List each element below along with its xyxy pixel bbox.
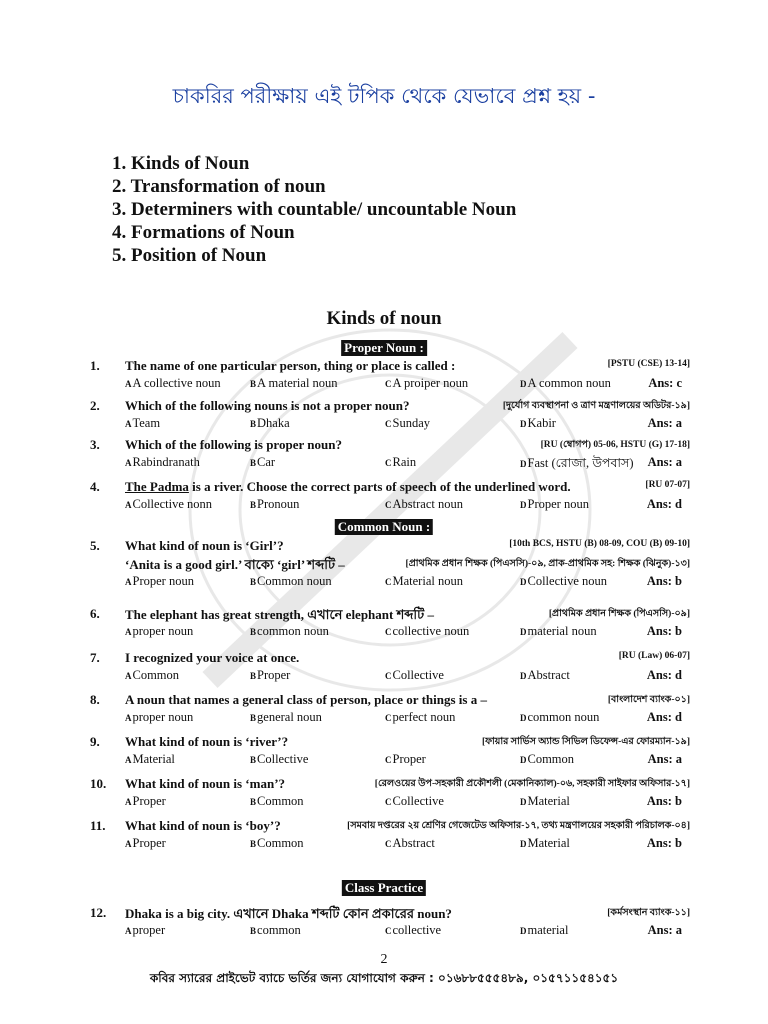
question-source: [বাংলাদেশ ব্যাংক-০১] (607, 695, 690, 705)
section-title: Kinds of noun (326, 308, 442, 329)
question-item (90, 905, 690, 941)
question-number: 3. (90, 437, 100, 452)
question-source: [ফায়ার সার্ভিস অ্যান্ড সিভিল ডিফেন্স-এর ফোরম্যান-১৯] (481, 737, 690, 747)
option-1: BCommon noun (250, 574, 332, 588)
question-number: 12. (90, 905, 107, 920)
underlined-word: The Padma (125, 479, 189, 494)
option-1: BCommon (250, 836, 304, 850)
topic-item: 3. Determiners with countable/ uncountable Noun (112, 199, 517, 220)
option-0: ACommon (125, 668, 180, 682)
option-1: Bcommon (250, 923, 301, 937)
option-1: BProper (250, 668, 291, 682)
option-2: Cperfect noun (385, 710, 456, 724)
answer: Ans: b (646, 794, 682, 808)
question-item (90, 437, 690, 473)
question-text: What kind of noun is ‘boy’? (125, 818, 281, 833)
question-number: 9. (90, 734, 100, 749)
question-source: [কর্মসংস্থান ব্যাংক-১১] (607, 908, 690, 918)
option-2: CA proiper noun (385, 376, 469, 390)
option-0: ACollective nonn (125, 497, 212, 511)
answer: Ans: a (647, 455, 682, 469)
question-number: 10. (90, 776, 107, 791)
option-0: ARabindranath (125, 455, 200, 469)
question-number: 5. (90, 538, 100, 553)
answer: Ans: a (647, 923, 682, 937)
option-0: Aproper (125, 923, 166, 937)
option-3: DMaterial (520, 794, 570, 808)
topic-item: 1. Kinds of Noun (112, 153, 250, 174)
option-2: CAbstract noun (385, 497, 463, 511)
option-3: Dcommon noun (520, 710, 600, 724)
option-1: BCar (250, 455, 276, 469)
option-0: AMaterial (125, 752, 175, 766)
question-source: [RU (Law) 06-07] (618, 651, 690, 661)
question-text: The Padma is a river. Choose the correct parts of speech of the underlined word. (125, 479, 571, 494)
option-2: CCollective (385, 668, 444, 682)
option-1: Bcommon noun (250, 624, 329, 638)
option-3: DKabir (520, 416, 556, 430)
question-number: 11. (90, 818, 106, 833)
question-item (90, 650, 690, 686)
question-number: 8. (90, 692, 100, 707)
page-number: 2 (380, 952, 388, 967)
question-item (90, 479, 690, 515)
option-2: CAbstract (385, 836, 435, 850)
option-1: BCommon (250, 794, 304, 808)
question-text: The elephant has great strength, এখানে elephant শব্দটি – (125, 607, 434, 622)
question-text: The name of one particular person, thing or place is called : (125, 358, 456, 373)
option-1: Bgeneral noun (250, 710, 322, 724)
option-3: Dmaterial noun (520, 624, 597, 638)
answer: Ans: b (646, 624, 682, 638)
footer-contact: কবির স্যারের প্রাইভেট ব্যাচে ভর্তির জন্য যোগাযোগ করুন : ০১৬৮৮৫৫৫৪৮৯, ০১৫৭১১৫৪১৫১ (149, 971, 619, 985)
option-3: DCommon (520, 752, 575, 766)
question-source: [প্রাথমিক প্রধান শিক্ষক (পিএসসি)-০৯, প্রাক-প্রাথমিক সহ: শিক্ষক (ঝিনুক)-১৩] (405, 559, 690, 569)
option-3: DCollective noun (520, 574, 607, 588)
answer: Ans: b (646, 836, 682, 850)
question-number: 6. (90, 606, 100, 621)
option-1: BDhaka (250, 416, 290, 430)
answer: Ans: d (646, 497, 682, 511)
topic-item: 2. Transformation of noun (112, 176, 326, 197)
question-text: A noun that names a general class of person, place or things is a – (125, 692, 487, 707)
class-practice-tag: Class Practice (342, 880, 426, 896)
option-0: AProper (125, 836, 166, 850)
option-2: Ccollective (385, 923, 442, 937)
topic-item: 5. Position of Noun (112, 245, 267, 266)
page-heading: চাকরির পরীক্ষায় এই টপিক থেকে যেভাবে প্রশ্ন হয় - (172, 84, 596, 108)
question-number: 2. (90, 398, 100, 413)
option-3: DFast (রোজা, উপবাস) (520, 456, 634, 470)
question-text: Which of the following is proper noun? (125, 437, 342, 452)
question-subtext: ‘Anita is a good girl.’ বাক্যে ‘girl’ শব্দটি – (125, 557, 345, 572)
question-source: [রেলওয়ের উপ-সহকারী প্রকৌশলী (মেকানিক্যাল)-০৬, সহকারী সাইফার অফিসার-১৭] (374, 779, 690, 789)
question-text: I recognized your voice at once. (125, 650, 300, 665)
option-2: CSunday (385, 416, 430, 430)
option-2: CRain (385, 455, 417, 469)
question-item (90, 398, 690, 434)
topic-list (112, 152, 516, 267)
question-text: What kind of noun is ‘man’? (125, 776, 286, 791)
answer: Ans: a (647, 752, 682, 766)
option-0: ATeam (125, 416, 161, 430)
option-0: Aproper noun (125, 710, 194, 724)
question-item (90, 606, 690, 642)
question-item (90, 734, 690, 770)
option-2: CProper (385, 752, 426, 766)
option-3: DA common noun (520, 376, 611, 390)
topic-item: 4. Formations of Noun (112, 222, 295, 243)
option-2: CCollective (385, 794, 444, 808)
option-1: BA material noun (250, 376, 338, 390)
option-0: AProper (125, 794, 166, 808)
question-item (90, 776, 690, 812)
question-text: Which of the following nouns is not a proper noun? (125, 398, 410, 413)
question-number: 7. (90, 650, 100, 665)
question-source: [PSTU (CSE) 13-14] (607, 359, 690, 369)
option-2: CMaterial noun (385, 574, 463, 588)
question-source: [প্রাথমিক প্রধান শিক্ষক (পিএসসি)-০৯] (548, 609, 690, 619)
question-source: [সমবায় দপ্তরের ২য় শ্রেণির গেজেটেড অফিসার-১৭, তথ্য মন্ত্রণালয়ের সহকারী পরিচালক-০৪] (347, 821, 690, 831)
answer: Ans: b (646, 574, 682, 588)
question-text: What kind of noun is ‘river’? (125, 734, 289, 749)
option-3: DMaterial (520, 836, 570, 850)
option-3: DAbstract (520, 668, 570, 682)
question-item (90, 538, 690, 592)
question-source: [RU (ম্বোগপ) 05-06, HSTU (G) 17-18] (540, 440, 690, 450)
answer: Ans: d (646, 668, 682, 682)
option-2: Ccollective noun (385, 624, 470, 638)
answer: Ans: d (646, 710, 682, 724)
question-source: [10th BCS, HSTU (B) 08-09, COU (B) 09-10] (509, 539, 690, 549)
option-1: BCollective (250, 752, 309, 766)
option-0: AA collective noun (125, 376, 221, 390)
option-3: Dmaterial (520, 923, 569, 937)
question-item (90, 818, 690, 854)
question-source: [দুর্যোগ ব্যবস্থাপনা ও ত্রাণ মন্ত্রণালয়ের অডিটর-১৯] (502, 401, 690, 411)
question-item (90, 692, 690, 728)
option-3: DProper noun (520, 497, 589, 511)
answer: Ans: c (648, 376, 682, 390)
question-source: [RU 07-07] (645, 480, 690, 490)
question-number: 1. (90, 358, 100, 373)
common-noun-tag: Common Noun : (335, 519, 433, 535)
option-0: Aproper noun (125, 624, 194, 638)
answer: Ans: a (647, 416, 682, 430)
question-text: Dhaka is a big city. এখানে Dhaka শব্দটি কোন প্রকারের noun? (125, 906, 452, 921)
question-item (90, 358, 690, 394)
question-number: 4. (90, 479, 100, 494)
option-1: BPronoun (250, 497, 300, 511)
option-0: AProper noun (125, 574, 194, 588)
question-text: What kind of noun is ‘Girl’? (125, 538, 284, 553)
proper-noun-tag: Proper Noun : (341, 340, 427, 356)
